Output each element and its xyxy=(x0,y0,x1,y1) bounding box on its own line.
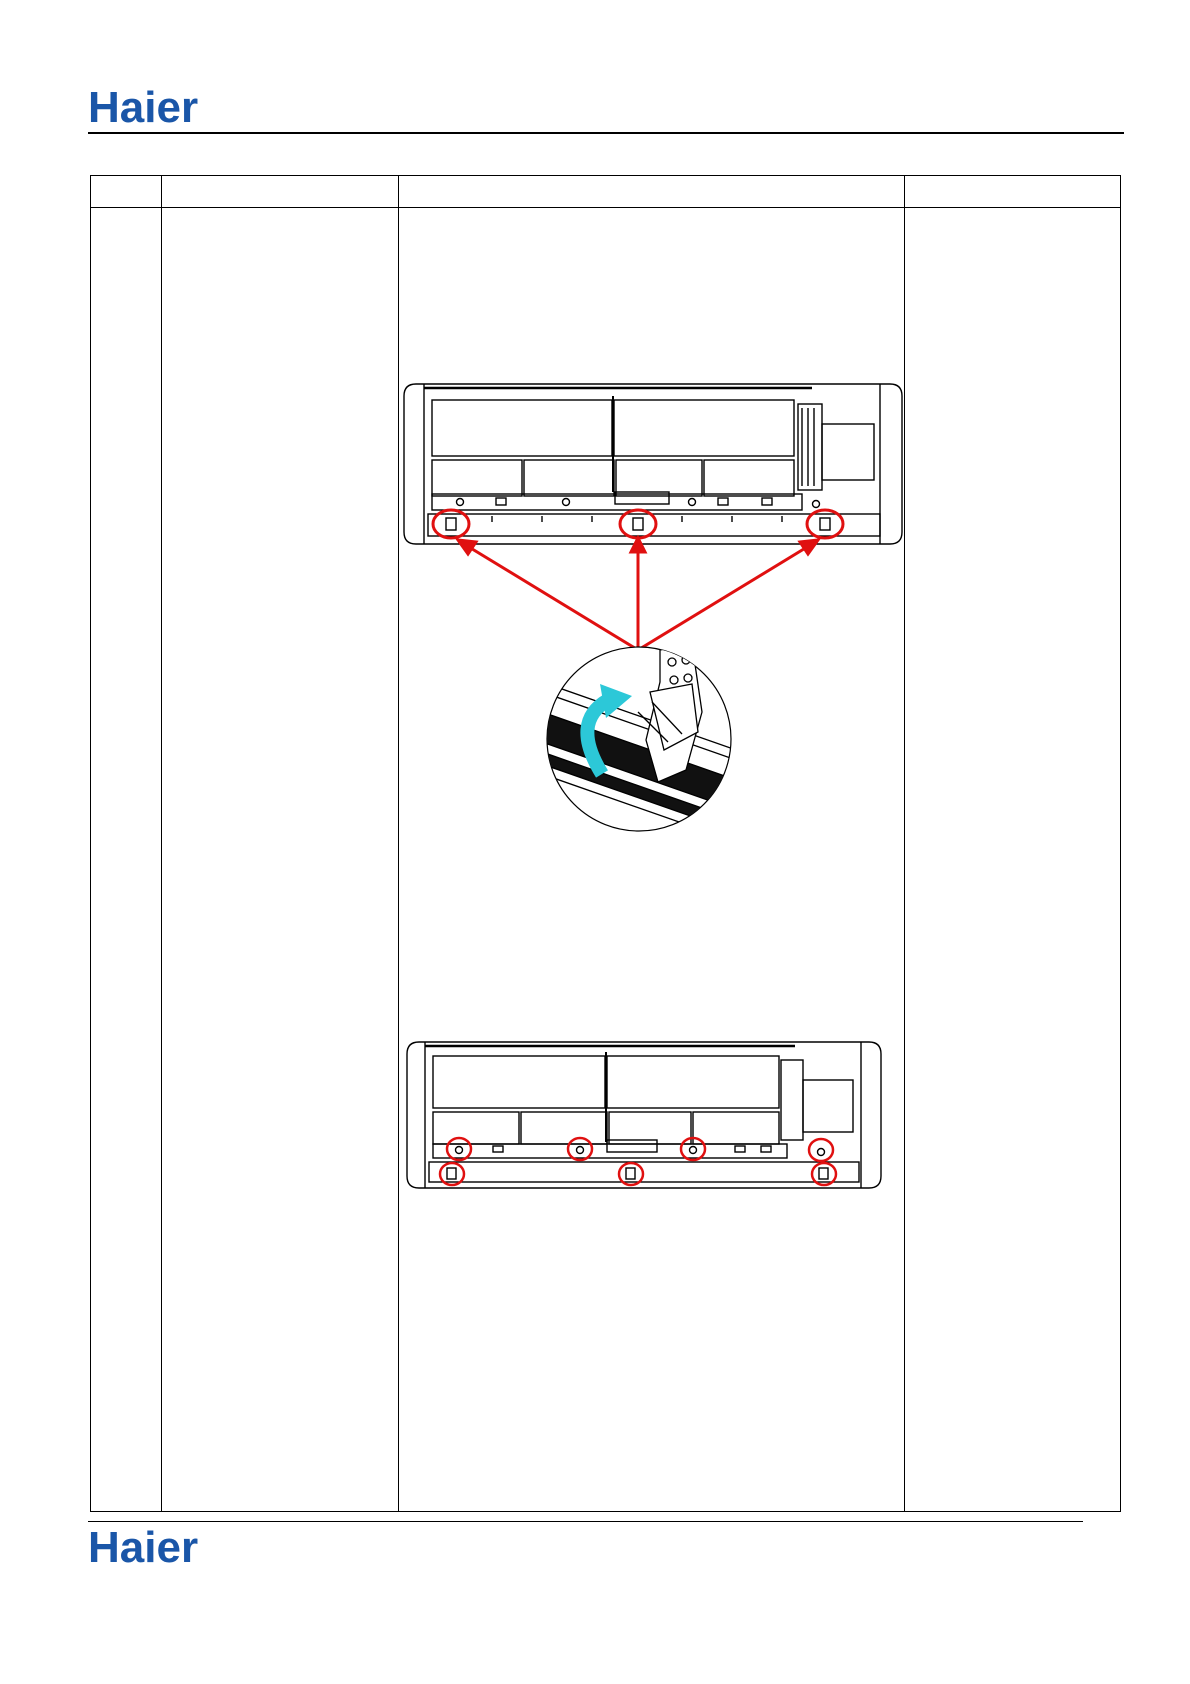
hook-release-diagram xyxy=(402,382,904,842)
figure-screw-positions xyxy=(405,1040,883,1200)
header-rule xyxy=(88,132,1124,134)
callout-screw-2 xyxy=(568,1138,592,1160)
indoor-unit-drawing xyxy=(404,384,902,544)
figure-hook-release xyxy=(402,382,904,842)
hook-detail-zoom xyxy=(542,644,742,842)
table-header-divider xyxy=(90,207,1121,208)
callout-arrows xyxy=(458,538,818,650)
procedure-table xyxy=(90,175,1121,1512)
screw-positions-diagram xyxy=(405,1040,883,1200)
indoor-unit-drawing-2 xyxy=(407,1042,881,1188)
logo-text-footer: Haier xyxy=(88,1523,199,1570)
haier-logo-header xyxy=(88,82,228,130)
footer-rule xyxy=(88,1521,1083,1522)
table-col-divider-2 xyxy=(398,175,399,1512)
haier-logo-footer xyxy=(88,1522,228,1570)
table-col-divider-3 xyxy=(904,175,905,1512)
callout-screw-4 xyxy=(809,1139,833,1161)
callout-screw-1 xyxy=(447,1138,471,1160)
logo-text: Haier xyxy=(88,83,199,130)
table-col-divider-1 xyxy=(161,175,162,1512)
